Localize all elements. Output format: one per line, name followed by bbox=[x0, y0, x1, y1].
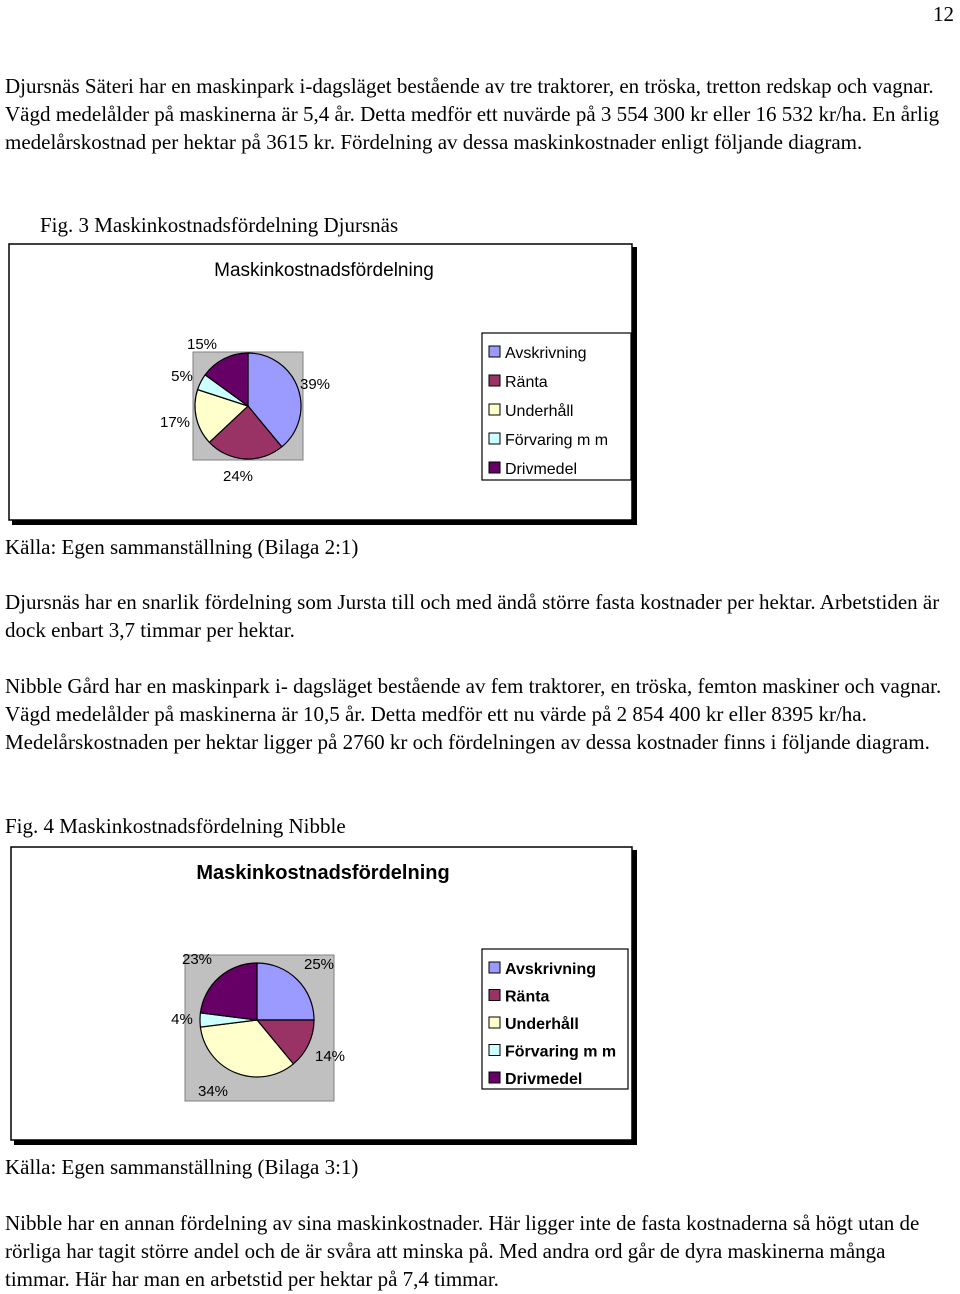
legend-swatch-drivmedel bbox=[489, 462, 500, 473]
legend-swatch-avskrivning bbox=[489, 346, 500, 357]
data-label-underh-ll: 34% bbox=[197, 1083, 229, 1100]
data-label-drivmedel: 15% bbox=[186, 336, 218, 353]
legend-label-underh-ll: Underhåll bbox=[505, 1016, 579, 1033]
data-label-r-nta: 24% bbox=[222, 468, 254, 485]
data-label-underh-ll: 17% bbox=[159, 414, 191, 431]
data-label-f-rvaring-m-m: 5% bbox=[171, 368, 193, 385]
legend-label-underh-ll: Underhåll bbox=[505, 403, 574, 420]
figure-4-source: Källa: Egen sammanställning (Bilaga 3:1) bbox=[5, 1155, 359, 1179]
legend-swatch-drivmedel bbox=[489, 1072, 500, 1083]
legend-label-r-nta: Ränta bbox=[505, 988, 550, 1006]
data-label-r-nta: 14% bbox=[314, 1048, 346, 1065]
pie-chart-svg bbox=[8, 243, 637, 525]
data-label-f-rvaring-m-m: 4% bbox=[171, 1011, 193, 1028]
paragraph-nibble-intro: Nibble Gård har en maskinpark i- dagsläget bestående av fem traktorer, en tröska, femton maskiner och vagnar. Vägd medelålder på maskinerna är 10,5 år. Detta medför ett nu värde på 2 854 400 kr eller 8395 kr/ha. Medelårskostnaden per hektar ligger på 2760 kr och fördelningen av dessa kostnader finns i följande diagram. bbox=[5, 674, 942, 755]
chart-title: Maskinkostnadsfördelning bbox=[196, 862, 450, 884]
page-number: 12 bbox=[933, 2, 954, 26]
legend-label-drivmedel: Drivmedel bbox=[505, 1071, 583, 1088]
figure-3-caption: Fig. 3 Maskinkostnadsfördelning Djursnäs bbox=[40, 213, 399, 237]
figure-3-source: Källa: Egen sammanställning (Bilaga 2:1) bbox=[5, 535, 359, 559]
paragraph-djursnas-comment: Djursnäs har en snarlik fördelning som Jursta till och med ändå större fasta kostnader per hektar. Arbetstiden är dock enbart 3,7 timmar per hektar. bbox=[5, 590, 940, 643]
legend-swatch-underh-ll bbox=[489, 1017, 500, 1028]
chart-nibble bbox=[10, 846, 637, 1145]
legend-swatch-f-rvaring-m-m bbox=[489, 1045, 500, 1056]
pie-chart-svg bbox=[10, 846, 637, 1145]
figure-4-caption: Fig. 4 Maskinkostnadsfördelning Nibble bbox=[5, 814, 346, 838]
legend-label-f-rvaring-m-m: Förvaring m m bbox=[505, 432, 609, 449]
data-label-avskrivning: 25% bbox=[303, 956, 335, 973]
legend-swatch-f-rvaring-m-m bbox=[489, 433, 500, 444]
legend-swatch-r-nta bbox=[489, 990, 500, 1001]
legend-label-r-nta: Ränta bbox=[505, 374, 548, 391]
legend-label-drivmedel: Drivmedel bbox=[505, 461, 578, 478]
legend-swatch-r-nta bbox=[489, 375, 500, 386]
legend-swatch-avskrivning bbox=[489, 962, 500, 973]
chart-djursnas bbox=[8, 243, 637, 525]
legend-label-avskrivning: Avskrivning bbox=[505, 345, 587, 362]
legend-label-f-rvaring-m-m: Förvaring m m bbox=[505, 1043, 617, 1061]
data-label-avskrivning: 39% bbox=[299, 376, 331, 393]
legend-label-avskrivning: Avskrivning bbox=[505, 961, 596, 978]
legend-swatch-underh-ll bbox=[489, 404, 500, 415]
paragraph-nibble-comment: Nibble har en annan fördelning av sina maskinkostnader. Här ligger inte de fasta kostnaderna så högt utan de rörliga har tagit större andel och de är svåra att minska på. Med andra ord går de dyra maskinerna många timmar. Här har man en arbetstid per hektar på 7,4 timmar. bbox=[5, 1211, 920, 1292]
data-label-drivmedel: 23% bbox=[181, 951, 213, 968]
paragraph-djursnas-intro: Djursnäs Säteri har en maskinpark i-dagsläget bestående av tre traktorer, en tröska, tretton redskap och vagnar. Vägd medelålder på maskinerna är 5,4 år. Detta medför ett nuvärde på 3 554 300 kr eller 16 532 kr/ha. En årlig medelårskostnad per hektar på 3615 kr. Fördelning av dessa maskinkostnader enligt följande diagram. bbox=[5, 74, 940, 155]
chart-title: Maskinkostnadsfördelning bbox=[214, 260, 434, 281]
